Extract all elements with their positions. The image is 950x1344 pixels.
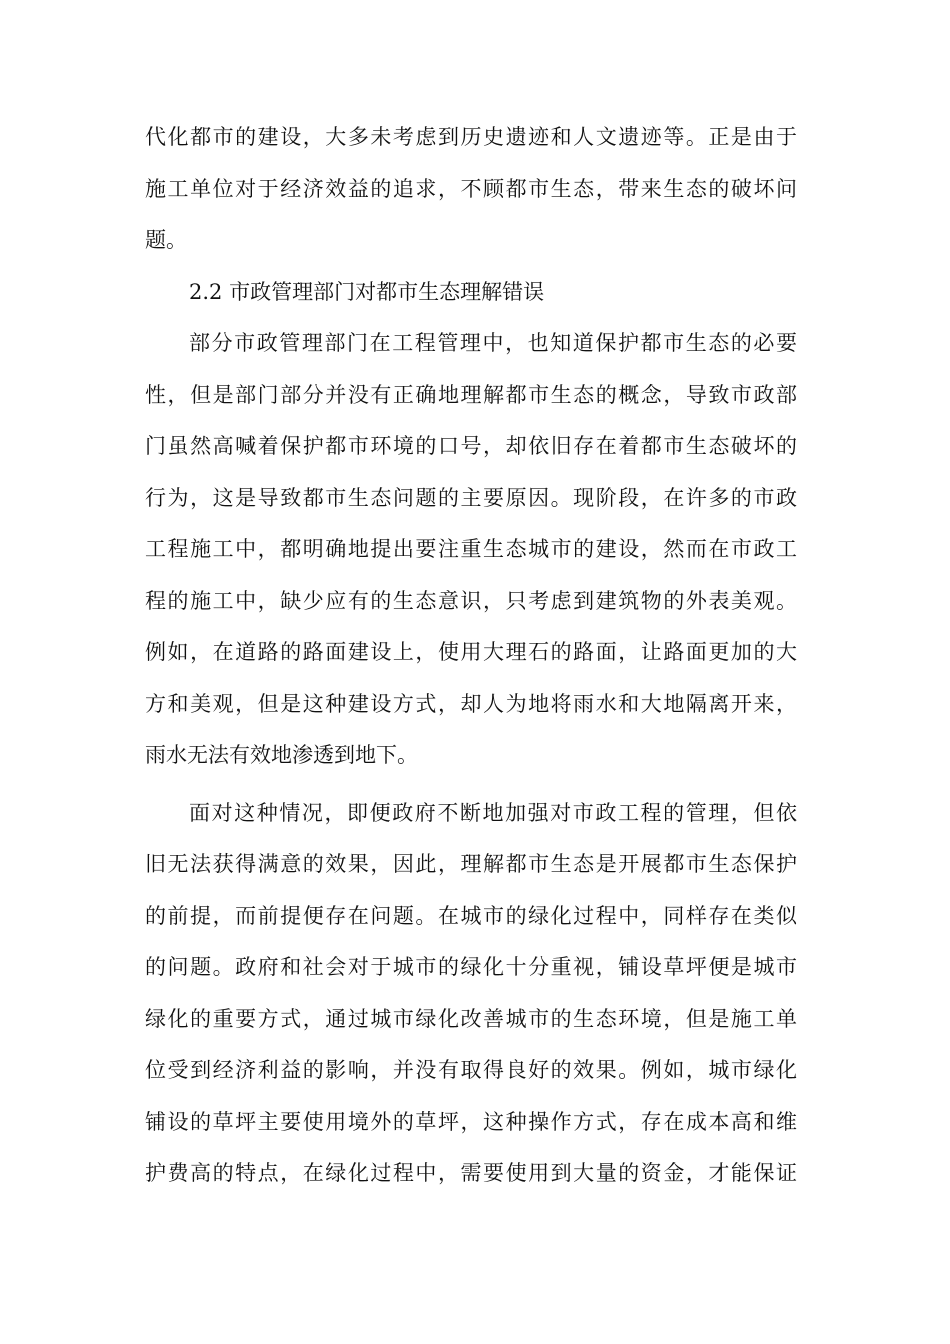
section-heading: 2.2 市政管理部门对都市生态理解错误: [189, 279, 545, 304]
text-line: 题。: [145, 228, 187, 252]
text-line: 旧无法获得满意的效果，因此，理解都市生态是开展都市生态保护: [145, 852, 797, 876]
paragraph-1: [145, 112, 797, 267]
text-line: 铺设的草坪主要使用境外的草坪，这种操作方式，存在成本高和维: [145, 1109, 797, 1134]
text-line: 性，但是部门部分并没有正确地理解都市生态的概念，导致市政部: [145, 382, 797, 407]
text-line: 例如，在道路的路面建设上，使用大理石的路面，让路面更加的大: [145, 640, 797, 664]
text-line: 位受到经济利益的影响，并没有取得良好的效果。例如，城市绿化: [145, 1058, 797, 1082]
text-line: 行为，这是导致都市生态问题的主要原因。现阶段，在许多的市政: [145, 485, 797, 510]
text-line: 绿化的重要方式，通过城市绿化改善城市的生态环境，但是施工单: [145, 1006, 797, 1031]
paragraph-3: [145, 788, 797, 1200]
text-line: 方和美观，但是这种建设方式，却人为地将雨水和大地隔离开来，: [145, 691, 797, 716]
text-line: 程的施工中，缺少应有的生态意识，只考虑到建筑物的外表美观。: [145, 588, 797, 613]
text-line: 门虽然高喊着保护都市环境的口号，却依旧存在着都市生态破坏的: [145, 434, 797, 458]
text-line: 部分市政管理部门在工程管理中，也知道保护都市生态的必要: [189, 331, 797, 355]
text-line: 施工单位对于经济效益的追求，不顾都市生态，带来生态的破坏问: [145, 176, 797, 201]
text-line: 雨水无法有效地渗透到地下。: [145, 743, 418, 767]
text-line: 的问题。政府和社会对于城市的绿化十分重视，铺设草坪便是城市: [145, 955, 797, 979]
paragraph-2: [145, 318, 797, 782]
text-line: 工程施工中，都明确地提出要注重生态城市的建设，然而在市政工: [145, 537, 797, 561]
text-line: 护费高的特点，在绿化过程中，需要使用到大量的资金，才能保证: [145, 1161, 797, 1185]
text-line: 面对这种情况，即便政府不断地加强对市政工程的管理，但依: [189, 800, 797, 825]
text-line: 的前提，而前提便存在问题。在城市的绿化过程中，同样存在类似: [145, 903, 797, 928]
text-line: 代化都市的建设，大多未考虑到历史遗迹和人文遗迹等。正是由于: [145, 125, 797, 149]
body-text: [145, 112, 797, 1200]
